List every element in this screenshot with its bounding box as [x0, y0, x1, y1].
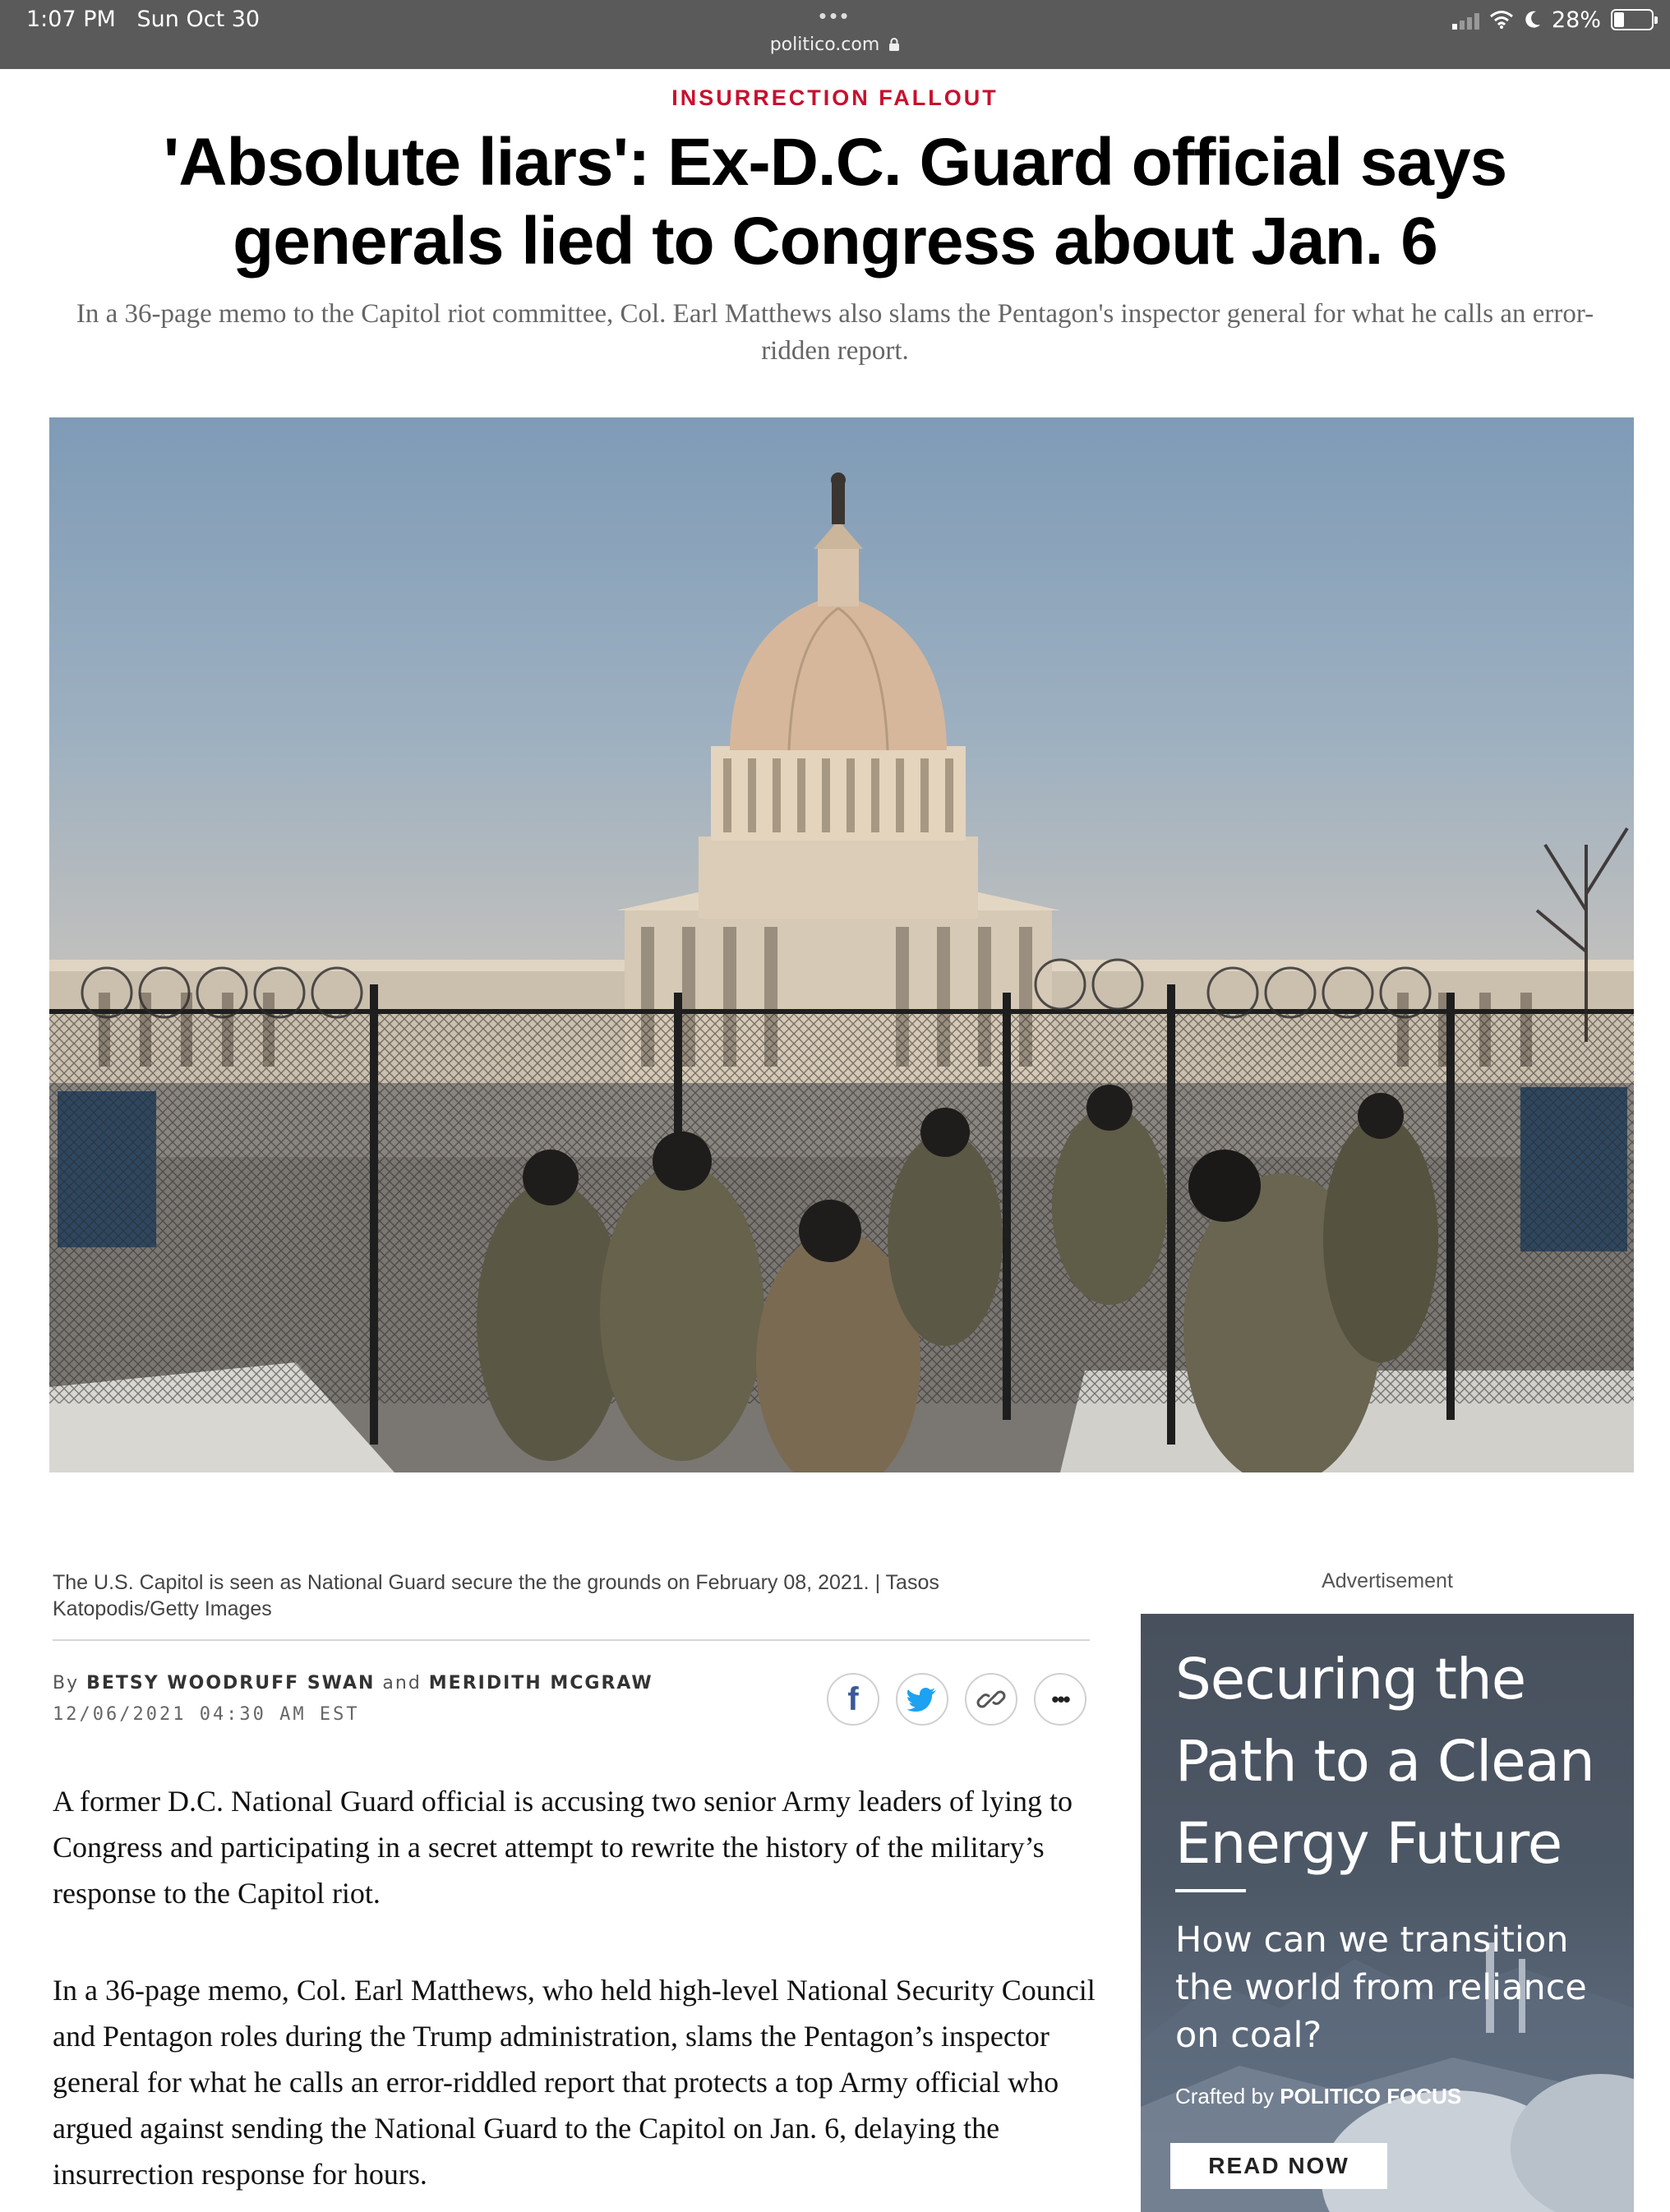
author-link-2[interactable]: MERIDITH MCGRAW: [428, 1673, 653, 1694]
lock-icon: [888, 37, 900, 52]
publish-date: 12/06/2021 04:30 AM EST: [53, 1704, 360, 1725]
hero-image: [49, 417, 1634, 1472]
moon-icon: [1524, 10, 1542, 30]
battery-icon: [1611, 9, 1654, 30]
article-kicker[interactable]: INSURRECTION FALLOUT: [671, 85, 999, 110]
status-indicators: [1452, 7, 1654, 33]
article-paragraph-1: A former D.C. National Guard official is accusing two senior Army leaders of lying to Congress and participating in a secret attempt to rewrite the history of the military’s response to the Capitol riot.: [53, 1785, 1073, 1910]
status-date: Sun Oct 30: [136, 7, 261, 32]
ad-subheadline: How can we transition the world from reliance on coal?: [1175, 1919, 1587, 2056]
byline: [53, 1673, 653, 1694]
facebook-icon: f: [847, 1681, 859, 1717]
byline-prefix: By: [53, 1673, 80, 1694]
advertisement-banner[interactable]: [1141, 1614, 1634, 2212]
address-bar[interactable]: [0, 35, 1670, 55]
ad-label: Advertisement: [1322, 1569, 1453, 1592]
ad-credit: [1175, 2084, 1461, 2109]
more-icon: •••: [1051, 1686, 1069, 1712]
image-caption: The U.S. Capitol is seen as National Guard secure the the grounds on February 08, 2021. | Tasos Katopodis/Getty Images: [53, 1571, 939, 1620]
link-icon: [975, 1683, 1008, 1716]
byline-and: and: [382, 1673, 422, 1694]
url-text: politico.com: [769, 35, 880, 55]
more-share-options-button[interactable]: [1034, 1673, 1086, 1726]
cellular-signal-icon: [1452, 10, 1479, 30]
status-bar: [0, 0, 1670, 69]
status-time: 1:07 PM: [26, 7, 116, 32]
ad-headline: Securing the Path to a Clean Energy Future: [1175, 1647, 1594, 1877]
caption-divider: [53, 1639, 1090, 1641]
read-now-button[interactable]: READ NOW: [1170, 2143, 1387, 2189]
ad-credit-brand: POLITICO FOCUS: [1280, 2084, 1462, 2108]
multitasking-dots-icon[interactable]: •••: [819, 3, 851, 28]
wifi-icon: [1489, 10, 1514, 30]
article-headline: 'Absolute liars': Ex-D.C. Guard official says generals lied to Congress about Jan. 6: [163, 125, 1507, 279]
ad-credit-prefix: Crafted by: [1175, 2084, 1274, 2108]
facebook-share-button[interactable]: [827, 1673, 879, 1726]
copy-link-button[interactable]: [965, 1673, 1017, 1726]
twitter-icon: [907, 1687, 937, 1712]
twitter-share-button[interactable]: [896, 1673, 948, 1726]
article-dek: In a 36-page memo to the Capitol riot committee, Col. Earl Matthews also slams the Pentagon's inspector general for what he calls an error-ridden report.: [76, 299, 1594, 366]
author-link-1[interactable]: BETSY WOODRUFF SWAN: [86, 1673, 376, 1694]
ad-divider: [1175, 1889, 1246, 1892]
battery-percent: 28%: [1551, 7, 1601, 33]
article-paragraph-2: In a 36-page memo, Col. Earl Matthews, who held high-level National Security Council and Pentagon roles during the Trump administration, slams the Pentagon’s inspector general for what he calls an error-riddled report that protects a top Army official who argued against sending the National Guard to the Capitol on Jan. 6, delaying the insurrection response for hours.: [53, 1974, 1096, 2191]
